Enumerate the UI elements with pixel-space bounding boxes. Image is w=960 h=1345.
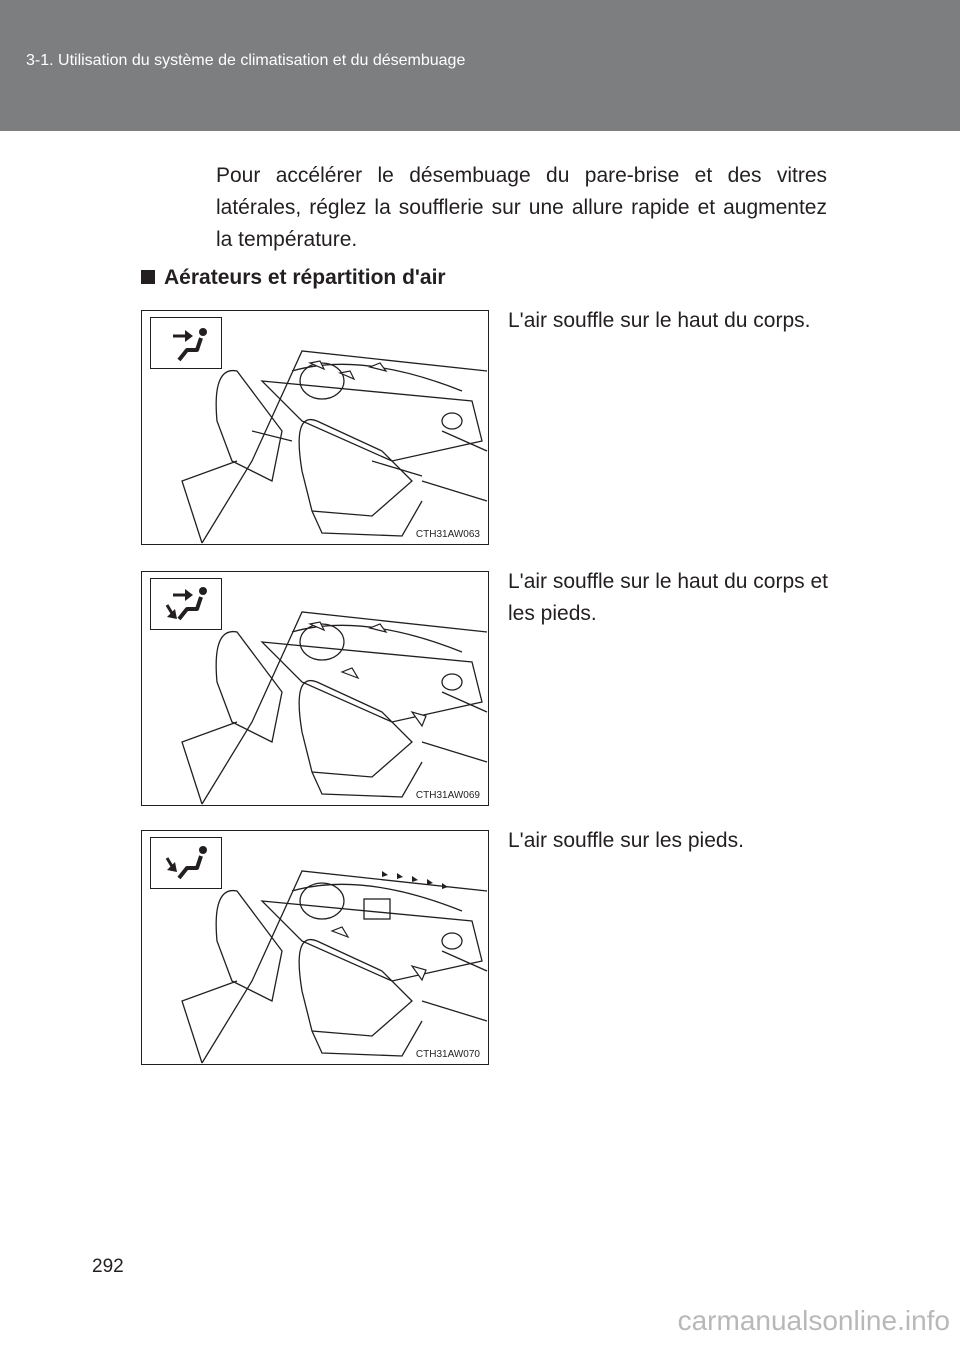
figure-face-foot-vent <box>141 571 489 806</box>
section-heading-text: Aérateurs et répartition d'air <box>164 266 446 289</box>
figure-code: CTH31AW070 <box>415 1049 480 1060</box>
section-square-icon <box>141 270 155 284</box>
figure-foot-vent <box>141 830 489 1065</box>
figure-code: CTH31AW063 <box>415 529 480 540</box>
foot-vent-icon <box>150 837 222 889</box>
face-vent-icon <box>150 317 222 369</box>
mode-description: L'air souffle sur le haut du corps et les pieds. <box>508 570 828 625</box>
figure-face-vent <box>141 310 489 545</box>
face-foot-vent-icon <box>150 578 222 630</box>
page-number: 292 <box>92 1256 124 1277</box>
intro-paragraph: Pour accélérer le désembuage du pare-brise et des vitres latérales, réglez la soufflerie sur une allure rapide et augmentez la température. <box>216 164 827 251</box>
section-heading <box>141 266 446 290</box>
mode-description: L'air souffle sur les pieds. <box>508 829 744 852</box>
figure-code: CTH31AW069 <box>415 790 480 801</box>
watermark: carmanualsonline.info <box>677 1305 950 1336</box>
page-header <box>0 0 960 131</box>
chapter-title: 3-1. Utilisation du système de climatisation et du désembuage <box>26 52 466 69</box>
mode-description: L'air souffle sur le haut du corps. <box>508 309 811 332</box>
